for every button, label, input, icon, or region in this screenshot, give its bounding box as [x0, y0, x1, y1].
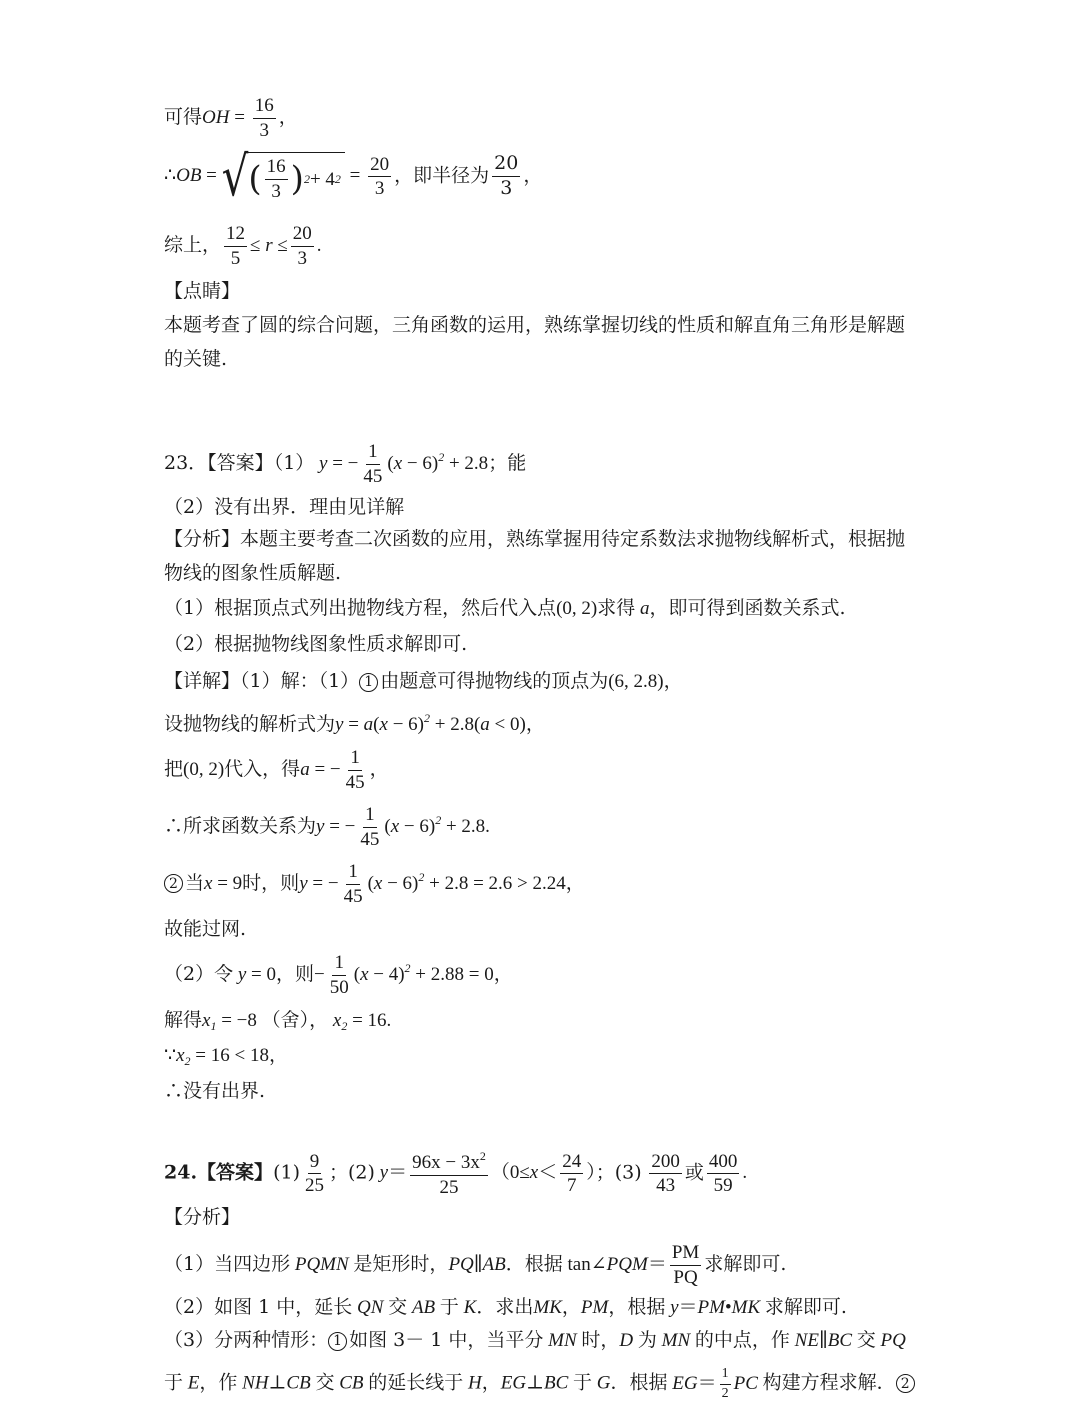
q23-detail-9: $\because x_2 = 16 < 18$， — [164, 1045, 288, 1068]
q23-detail-1: 【详解】（1）解：（1） 1 由题意可得抛物线的顶点为(6, 2.8)， — [164, 670, 683, 692]
q24-analysis-heading: 【分析】 — [164, 1206, 241, 1228]
q23-analysis-3: （1）根据顶点式列出抛物线方程，然后代入点(0, 2)求得 a，即可得到函数关系式. — [164, 597, 846, 619]
q23-detail-7: （2）令 y = 0，则− $\frac{1}{50}$ $(x - 4)^2 + 2.88 = 0$， — [164, 952, 513, 998]
dianjing-heading: 【点睛】 — [164, 280, 241, 302]
q24-analysis-3: （3）分两种情形： 1 如图 3－ 1 中，当平分 MN 时，D 为 MN 的中点，作 NE∥BC 交 PQ — [164, 1329, 906, 1351]
formula-23-answer: y = − $\frac{1}{45}$ $(x - 6)^2 + 2.8$ — [314, 441, 489, 487]
q23-detail-3: 把(0, 2)代入，得a = − $\frac{1}{45}$ ， — [164, 747, 389, 793]
q23-answer-2: （2）没有出界．理由见详解 — [164, 496, 405, 518]
q23-analysis-4: （2）根据抛物线图象性质求解即可. — [164, 633, 468, 655]
formula-oh: OH = $\frac{16}{3}$ ， — [202, 95, 298, 141]
q24-analysis-2: （2）如图 1 中，延长 QN 交 AB 于 K．求出MK，PM，根据 y＝PM•MK 求解即可. — [164, 1296, 847, 1318]
circled-number-2: 2 — [164, 874, 183, 893]
q23-analysis-1: 【分析】本题主要考查二次函数的应用，熟练掌握用待定系数法求抛物线解析式，根据抛 — [164, 528, 906, 550]
q23-analysis-2: 物线的图象性质解题. — [164, 562, 342, 584]
summary-line-2: 的关键. — [164, 348, 228, 370]
q23-detail-8: 解得$x_1 = -8$ （舍）， $x_2 = 16$. — [164, 1009, 392, 1033]
summary-line-1: 本题考查了圆的综合问题，三角函数的运用，熟练掌握切线的性质和解直角三角形是解题 — [164, 314, 906, 336]
q24-answer: 24.【答案】(1) $\frac{9}{25}$ ；(2) y＝ $\frac{96x - 3x^2}{25}$ （0≤x＜ $\frac{24}{7}$ ）；(3) $\frac{200}{43}$ 或 $\frac{400}{59}$ . — [164, 1149, 748, 1198]
line-oh: 可得OH = $\frac{16}{3}$ ， — [164, 95, 298, 141]
line-range: 综上， $\frac{12}{5}$ ≤ r ≤ $\frac{20}{3}$ . — [164, 223, 322, 269]
formula-range: $\frac{12}{5}$ ≤ r ≤ $\frac{20}{3}$ . — [226, 223, 322, 269]
q23-detail-10: ∴没有出界. — [164, 1080, 266, 1102]
q23-detail-6: 故能过网. — [164, 918, 247, 940]
q24-analysis-4: 于 E，作 NH⊥CB 交 CB 的延长线于 H，EG⊥BC 于 G．根据 EG＝ $\frac{1}{2}$ PC 构建方程求解． 2 — [164, 1367, 917, 1401]
q23-answer: 23．【答案】（1） y = − $\frac{1}{45}$ $(x - 6)^2 + 2.8$；能 — [164, 441, 527, 487]
formula-ob: ∴OB = √ ( $\frac{16}{3}$ ) 2 + 4 2 = $\frac{20}{3}$ — [164, 144, 390, 209]
circled-number-1: 1 — [359, 673, 378, 692]
q23-detail-4: ∴所求函数关系为y = − $\frac{1}{45}$ $(x - 6)^2 + 2.8$. — [164, 804, 490, 850]
q23-detail-5: 2 当x = 9时，则y = − $\frac{1}{45}$ $(x - 6)^2 + 2.8 = 2.6 > 2.24$， — [164, 862, 585, 907]
line-ob: ∴OB = √ ( $\frac{16}{3}$ ) 2 + 4 2 = $\frac{20}{3}$ ，即半径为 $\frac{20}{3}$ ， — [164, 144, 543, 209]
q24-analysis-1: （1）当四边形 PQMN 是矩形时，PQ∥AB．根据 tan∠PQM＝ $\frac{PM}{PQ}$ 求解即可. — [164, 1242, 787, 1288]
q23-detail-2: 设抛物线的解析式为$y = a(x - 6)^2 + 2.8(a < 0)$， — [164, 711, 545, 735]
